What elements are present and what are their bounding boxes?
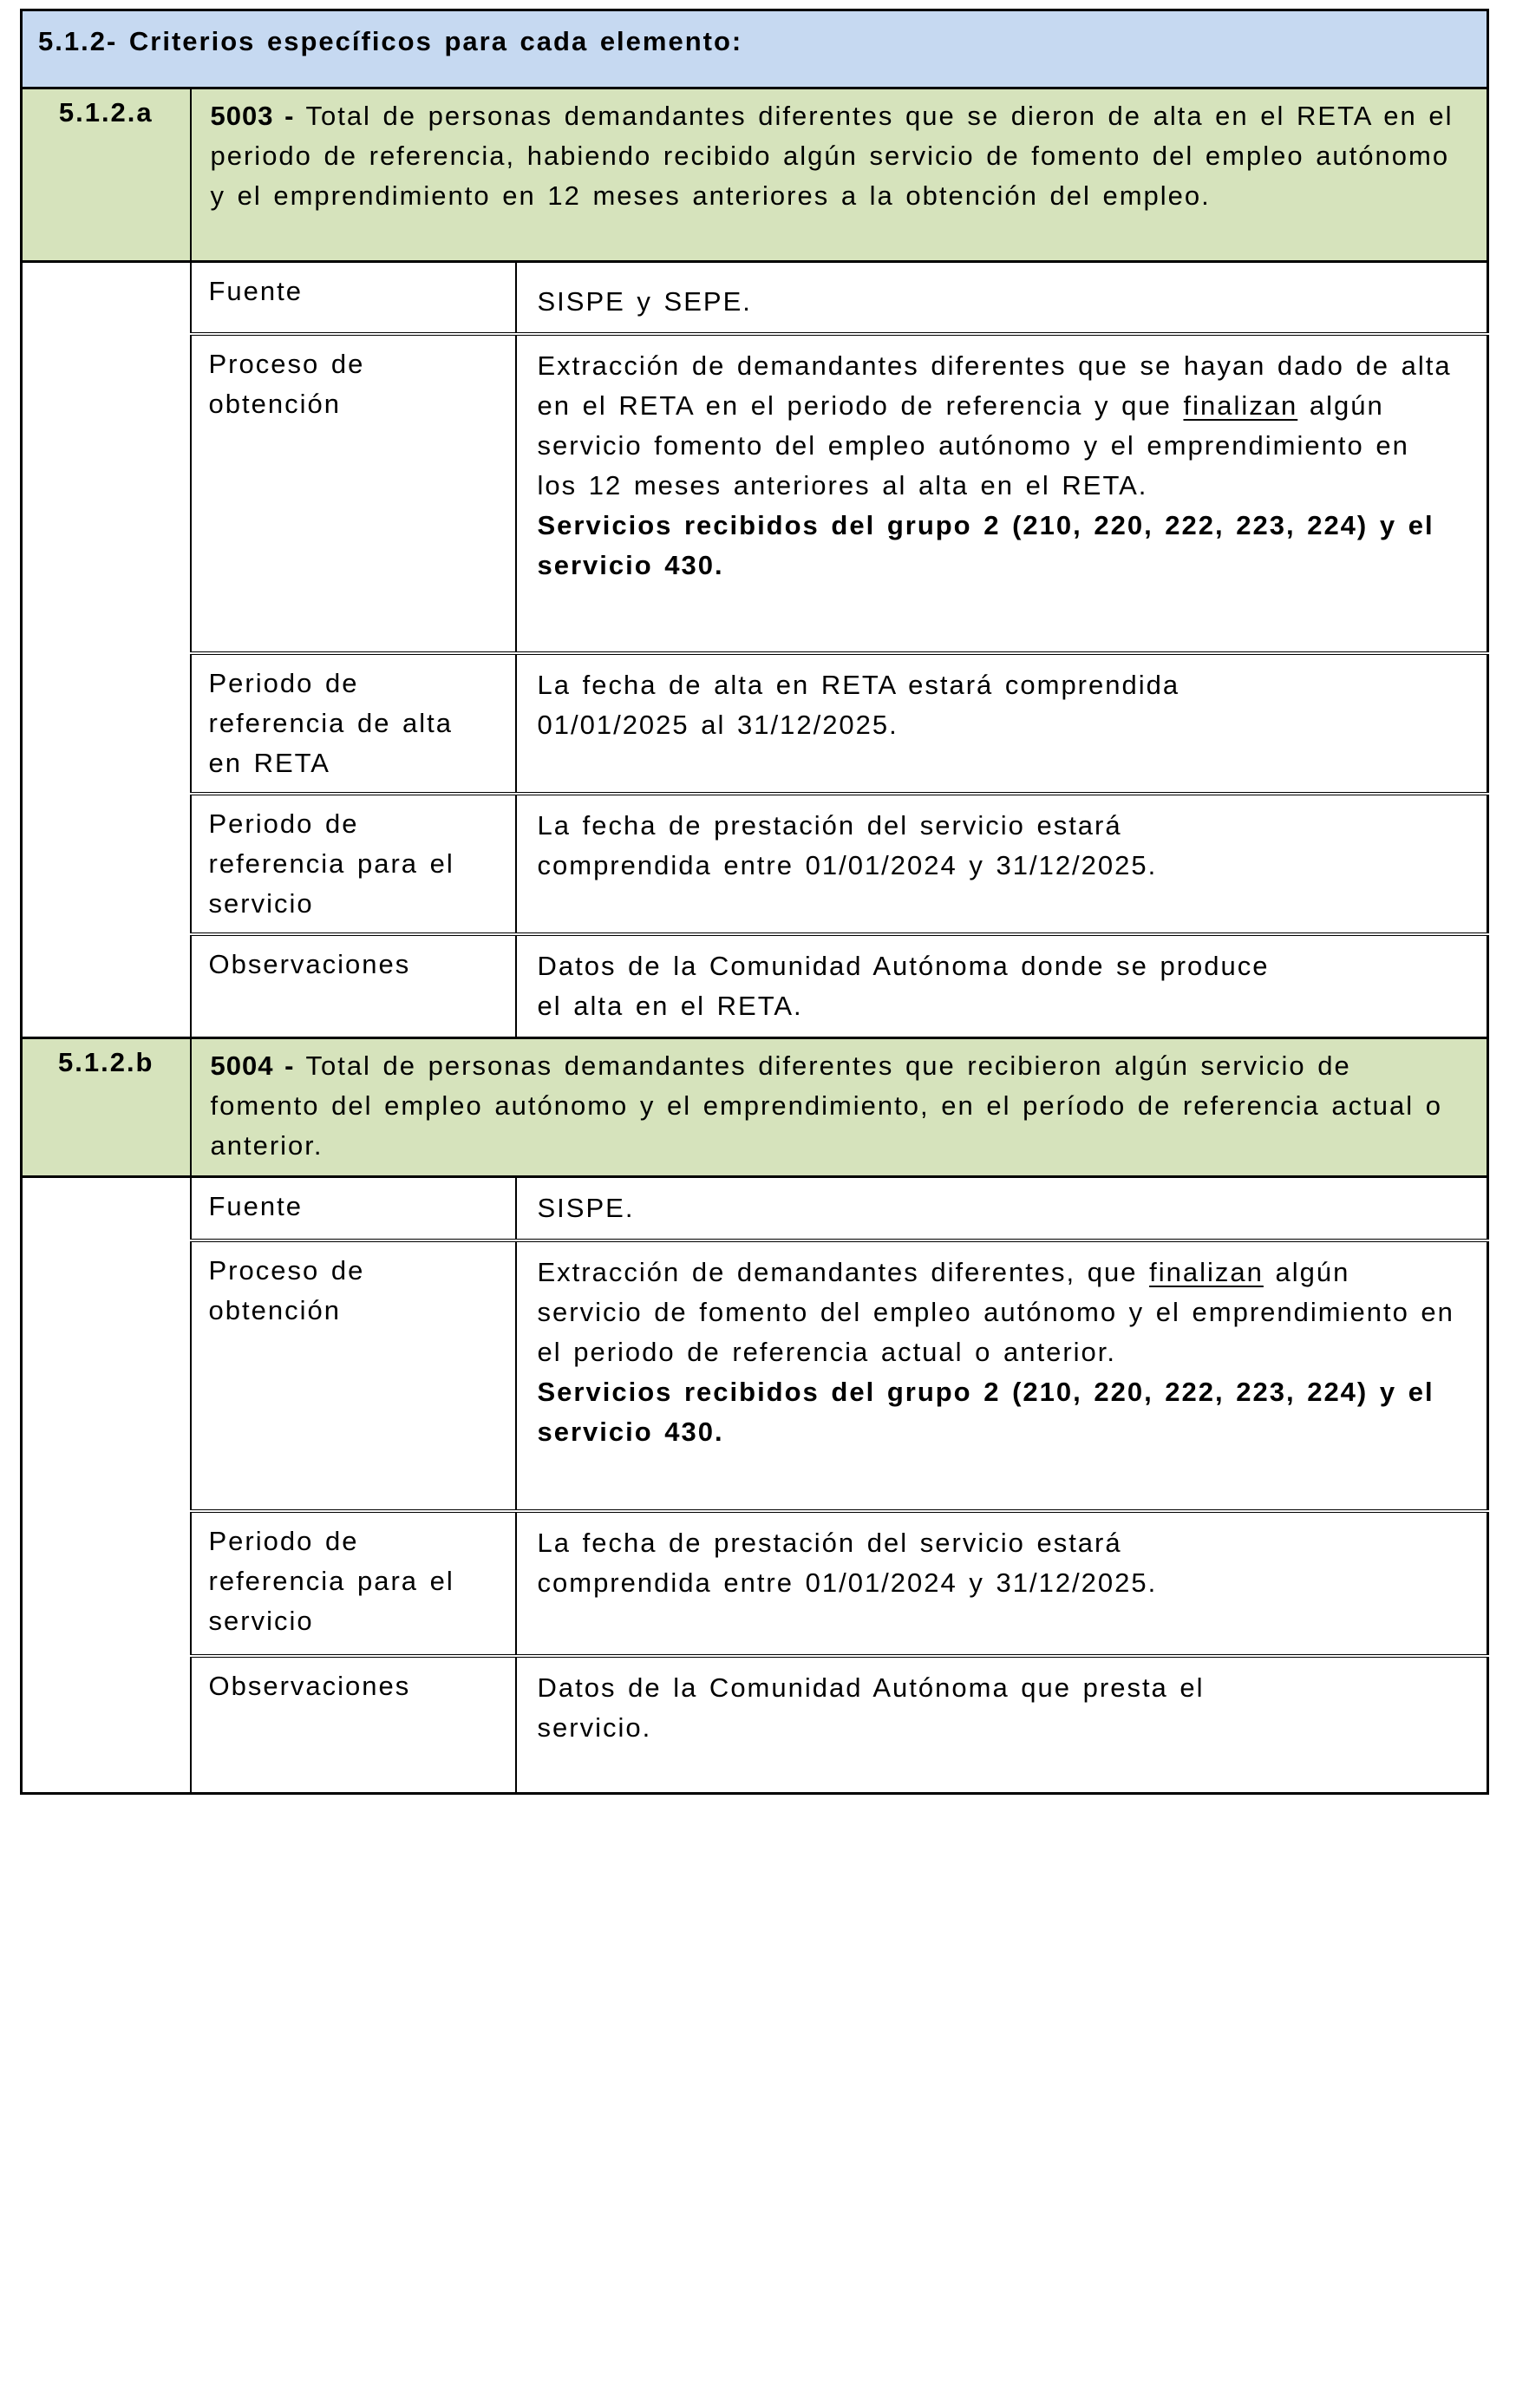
- item-a-empty-cell: [22, 262, 191, 1038]
- item-a-periodo-servicio-label: Periodo de referencia para el servicio: [191, 794, 516, 934]
- item-b-desc-text: Total de personas demandantes diferentes que recibieron algún servicio de fomento del empleo autónomo y el emprendimiento, en el período de referencia actual o anterior.: [210, 1050, 1442, 1161]
- item-b-proceso-label-line2: obtención: [208, 1295, 341, 1325]
- item-a-observaciones-line1: Datos de la Comunidad Autónoma donde se produce: [537, 951, 1270, 981]
- item-b-proceso-text-end: algún servicio de fomento del empleo autónomo y el emprendimiento en el periodo de referencia actual o anterior.: [537, 1257, 1454, 1367]
- item-a-fuente-value: SISPE y SEPE.: [516, 262, 1488, 335]
- item-a-periodo-servicio-line1: La fecha de prestación del servicio estará: [537, 810, 1122, 841]
- item-a-code: 5.1.2.a: [22, 88, 191, 262]
- item-b-proceso-paragraph: [538, 1253, 1456, 1372]
- item-a-proceso-text: Extracción de demandantes diferentes que se hayan dado de alta en el RETA en el periodo de referencia y que: [537, 350, 1452, 421]
- item-a-proceso-services-bold: Servicios recibidos del grupo 2 (210, 220, 222, 223, 224) y el servicio 430.: [537, 510, 1434, 580]
- section-title: 5.1.2- Criterios específicos para cada elemento:: [22, 10, 1488, 88]
- item-a-proceso-paragraph: [538, 346, 1456, 506]
- item-a-proceso-text-end: algún servicio fomento del empleo autónomo y el emprendimiento en los 12 meses anteriores al alta en el RETA.: [537, 390, 1409, 501]
- item-b-periodo-servicio-line1: La fecha de prestación del servicio estará: [537, 1528, 1122, 1558]
- item-a-proceso-underlined-word: finalizan: [1183, 390, 1298, 421]
- item-b-fuente-label: Fuente: [191, 1177, 516, 1241]
- item-a-proceso-value: [516, 334, 1488, 653]
- item-a-observaciones-line2: el alta en el RETA.: [537, 991, 803, 1021]
- item-a-observaciones-label: Observaciones: [191, 934, 516, 1038]
- item-a-proceso-label-line2: obtención: [208, 389, 341, 419]
- item-b-proceso-label-line1: Proceso de: [208, 1255, 365, 1286]
- item-a-periodo-servicio-line2: comprendida entre 01/01/2024 y 31/12/2025.: [537, 850, 1158, 880]
- item-b-periodo-servicio-line2: comprendida entre 01/01/2024 y 31/12/2025.: [537, 1567, 1158, 1598]
- criteria-table: [20, 9, 1489, 1795]
- item-b-observaciones-value: [516, 1656, 1488, 1793]
- item-a-fuente-label: Fuente: [191, 262, 516, 335]
- item-b-observaciones-label: Observaciones: [191, 1656, 516, 1793]
- item-b-fuente-value: SISPE.: [516, 1177, 1488, 1241]
- item-b-periodo-servicio-label: Periodo de referencia para el servicio: [191, 1511, 516, 1656]
- item-b-periodo-servicio-value: [516, 1511, 1488, 1656]
- item-b-observaciones-line1: Datos de la Comunidad Autónoma que presta el: [537, 1672, 1205, 1703]
- item-a-description: [191, 88, 1488, 262]
- item-b-proceso-services-bold: Servicios recibidos del grupo 2 (210, 220, 222, 223, 224) y el servicio 430.: [537, 1377, 1434, 1447]
- item-a-periodo-alta-label: Periodo de referencia de alta en RETA: [191, 653, 516, 794]
- item-a-desc-text: Total de personas demandantes diferentes que se dieron de alta en el RETA en el periodo de referencia, habiendo recibido algún servicio de fomento del empleo autónomo y el emprendimiento en 12 meses anteriores a la obtención del empleo.: [210, 101, 1454, 211]
- item-b-proceso-label: [191, 1240, 516, 1511]
- item-a-proceso-label: [191, 334, 516, 653]
- item-a-proceso-label-line1: Proceso de: [208, 349, 365, 379]
- item-b-observaciones-line2: servicio.: [537, 1712, 652, 1743]
- item-a-observaciones-value: [516, 934, 1488, 1038]
- item-a-periodo-alta-value: [516, 653, 1488, 794]
- item-a-periodo-alta-line1: La fecha de alta en RETA estará comprendida: [537, 670, 1180, 700]
- item-b-proceso-underlined-word: finalizan: [1149, 1257, 1264, 1287]
- item-b-code: 5.1.2.b: [22, 1038, 191, 1177]
- item-b-desc-code: 5004 -: [210, 1050, 295, 1081]
- item-a-periodo-alta-line2: 01/01/2025 al 31/12/2025.: [537, 710, 898, 740]
- item-b-description: [191, 1038, 1488, 1177]
- item-a-desc-code: 5003 -: [210, 101, 295, 131]
- item-b-proceso-value: [516, 1240, 1488, 1511]
- item-b-proceso-text: Extracción de demandantes diferentes, que: [537, 1257, 1150, 1287]
- item-a-periodo-servicio-value: [516, 794, 1488, 934]
- item-b-empty-cell: [22, 1177, 191, 1794]
